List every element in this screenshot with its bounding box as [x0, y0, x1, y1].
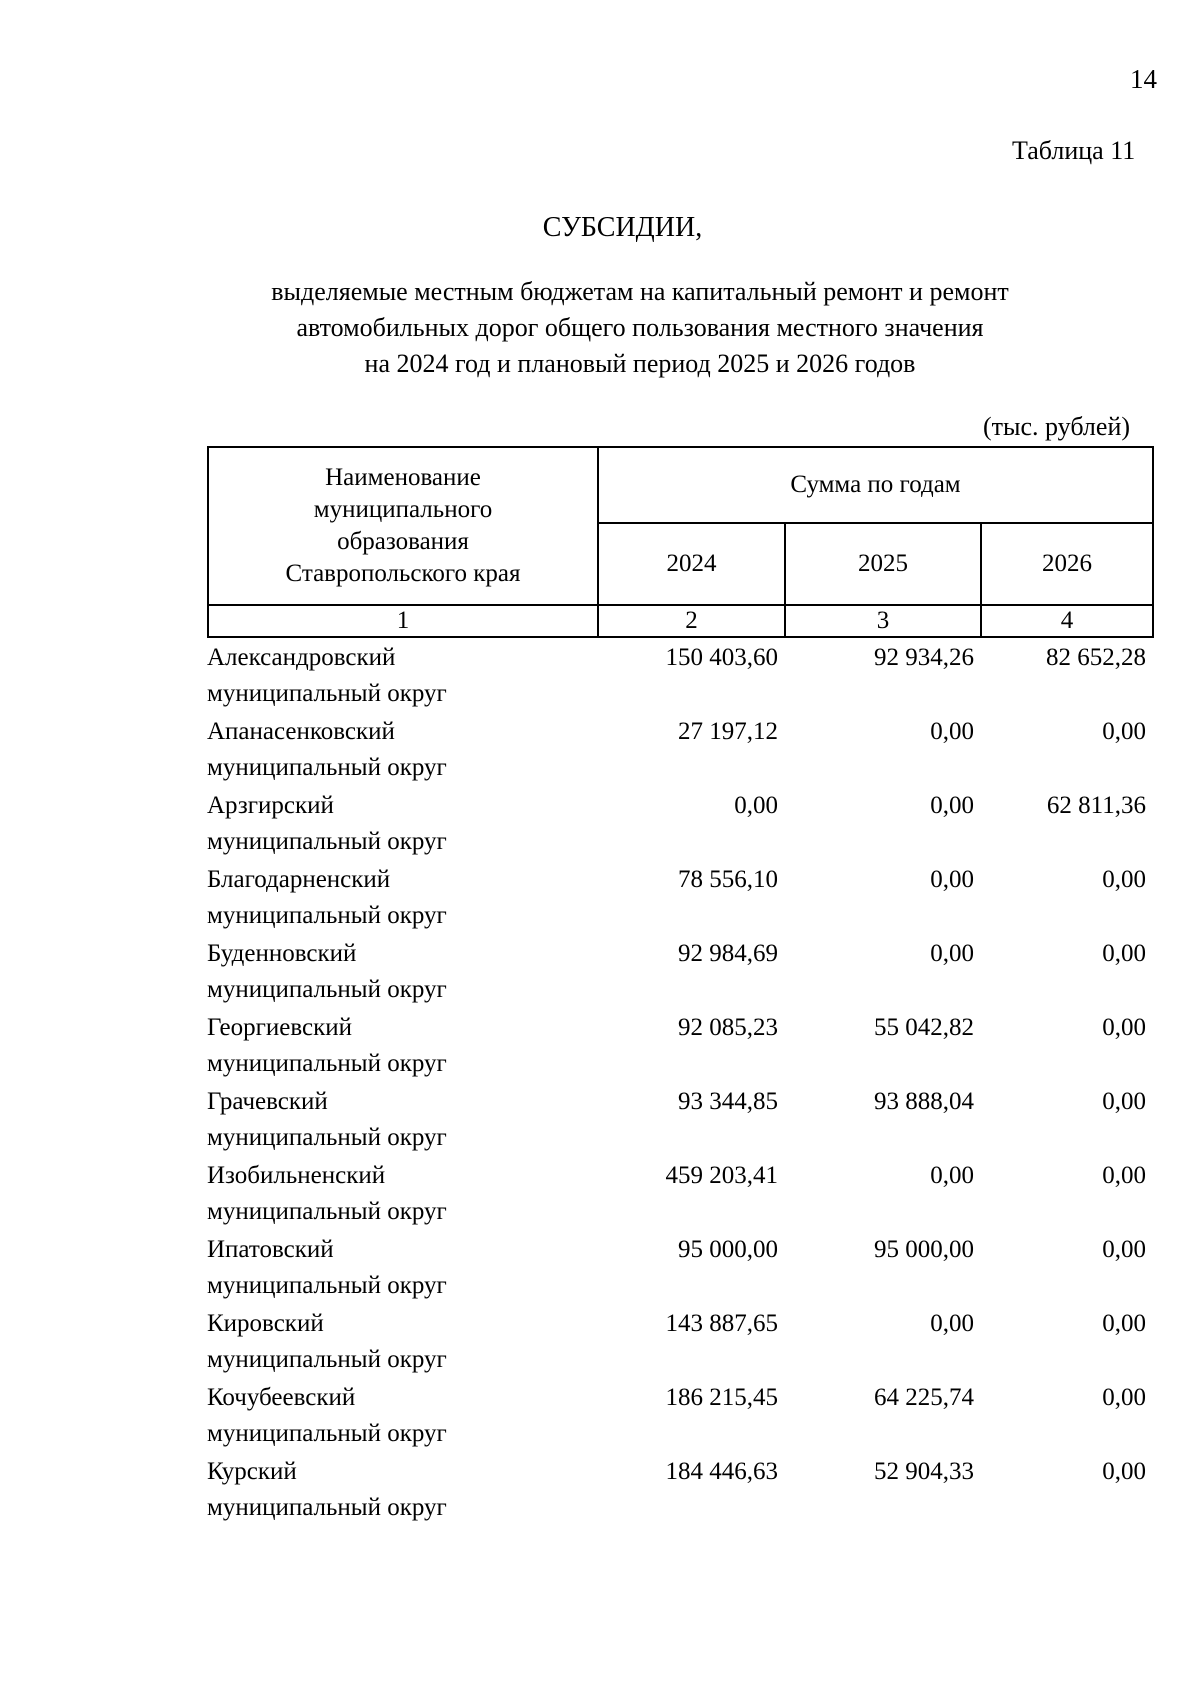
municipality-name — [207, 1232, 597, 1306]
municipality-name — [207, 714, 597, 788]
amount-2025: 55 042,82 — [874, 1014, 974, 1041]
amount-2026: 62 811,36 — [1046, 792, 1146, 819]
column-number: 3 — [785, 605, 981, 637]
amount-2026: 0,00 — [1102, 1014, 1146, 1041]
subtitle-line: автомобильных дорог общего пользования местного значения — [296, 313, 984, 342]
amount-2024: 0,00 — [734, 792, 778, 819]
amount-2025: 64 225,74 — [874, 1384, 974, 1411]
amount-2025: 93 888,04 — [874, 1088, 974, 1115]
column-number: 2 — [598, 605, 785, 637]
amount-2024: 92 085,23 — [678, 1014, 778, 1041]
amount-2026: 0,00 — [1102, 1384, 1146, 1411]
table-label: Таблица 11 — [1012, 136, 1136, 165]
header-year-2025: 2025 — [785, 523, 981, 605]
table-row — [207, 1084, 1152, 1158]
amount-2024: 92 984,69 — [678, 940, 778, 967]
amount-2025: 0,00 — [930, 940, 974, 967]
municipality-title: Изобильненский — [207, 1162, 386, 1189]
amount-2026: 0,00 — [1102, 718, 1146, 745]
amount-2024: 184 446,63 — [665, 1458, 778, 1485]
table-row — [207, 1380, 1152, 1454]
municipality-type: муниципальный округ — [207, 976, 447, 1003]
municipality-name — [207, 862, 597, 936]
amount-2024: 150 403,60 — [665, 644, 778, 671]
header-year-2026: 2026 — [981, 523, 1153, 605]
table-row — [207, 1306, 1152, 1380]
municipality-name — [207, 788, 597, 862]
units-label: (тыс. рублей) — [983, 412, 1131, 441]
amount-2025: 95 000,00 — [874, 1236, 974, 1263]
document-title: СУБСИДИИ, — [542, 212, 703, 243]
municipality-name — [207, 1010, 597, 1084]
page-number: 14 — [1130, 64, 1157, 94]
subtitle-line: выделяемые местным бюджетам на капитальный ремонт и ремонт — [271, 277, 1009, 306]
amount-2026: 0,00 — [1102, 1088, 1146, 1115]
header-name-column: Наименование муниципального образования Ставропольского края — [208, 447, 598, 605]
municipality-title: Александровский — [207, 644, 396, 671]
municipality-type: муниципальный округ — [207, 1494, 447, 1521]
municipality-title: Арзгирский — [207, 792, 334, 819]
column-number: 1 — [208, 605, 598, 637]
data-table — [207, 640, 1152, 1528]
amount-2026: 0,00 — [1102, 1236, 1146, 1263]
amount-2026: 0,00 — [1102, 866, 1146, 893]
amount-2025: 92 934,26 — [874, 644, 974, 671]
table-row — [207, 1232, 1152, 1306]
subtitle-line: на 2024 год и плановый период 2025 и 2026 годов — [364, 349, 916, 378]
municipality-title: Кировский — [207, 1310, 324, 1337]
municipality-title: Ипатовский — [207, 1236, 334, 1263]
municipality-name — [207, 640, 597, 714]
table-row — [207, 862, 1152, 936]
amount-2026: 0,00 — [1102, 1458, 1146, 1485]
municipality-title: Кочубеевский — [207, 1384, 356, 1411]
municipality-title: Грачевский — [207, 1088, 328, 1115]
municipality-type: муниципальный округ — [207, 1272, 447, 1299]
table-row — [207, 936, 1152, 1010]
column-number: 4 — [981, 605, 1153, 637]
table-header — [207, 446, 1154, 638]
amount-2025: 52 904,33 — [874, 1458, 974, 1485]
header-sum-by-years: Сумма по годам — [598, 447, 1153, 523]
table-row — [207, 788, 1152, 862]
municipality-type: муниципальный округ — [207, 1198, 447, 1225]
amount-2026: 82 652,28 — [1046, 644, 1146, 671]
amount-2025: 0,00 — [930, 1162, 974, 1189]
municipality-name — [207, 1084, 597, 1158]
table-row — [207, 1158, 1152, 1232]
amount-2024: 78 556,10 — [678, 866, 778, 893]
table-row — [207, 640, 1152, 714]
municipality-type: муниципальный округ — [207, 1420, 447, 1447]
municipality-type: муниципальный округ — [207, 680, 447, 707]
municipality-type: муниципальный округ — [207, 902, 447, 929]
municipality-name — [207, 1158, 597, 1232]
municipality-title: Апанасенковский — [207, 718, 395, 745]
municipality-name — [207, 1306, 597, 1380]
municipality-type: муниципальный округ — [207, 1124, 447, 1151]
municipality-type: муниципальный округ — [207, 1050, 447, 1077]
municipality-title: Благодарненский — [207, 866, 391, 893]
amount-2024: 186 215,45 — [665, 1384, 778, 1411]
municipality-title: Буденновский — [207, 940, 357, 967]
municipality-type: муниципальный округ — [207, 754, 447, 781]
table-row — [207, 714, 1152, 788]
municipality-type: муниципальный округ — [207, 1346, 447, 1373]
municipality-name — [207, 1380, 597, 1454]
amount-2025: 0,00 — [930, 718, 974, 745]
amount-2025: 0,00 — [930, 1310, 974, 1337]
amount-2024: 27 197,12 — [678, 718, 778, 745]
municipality-title: Георгиевский — [207, 1014, 353, 1041]
municipality-name — [207, 936, 597, 1010]
municipality-title: Курский — [207, 1458, 297, 1485]
amount-2024: 459 203,41 — [665, 1162, 778, 1189]
municipality-type: муниципальный округ — [207, 828, 447, 855]
amount-2024: 93 344,85 — [678, 1088, 778, 1115]
municipality-name — [207, 1454, 597, 1528]
amount-2024: 143 887,65 — [665, 1310, 778, 1337]
amount-2026: 0,00 — [1102, 1162, 1146, 1189]
amount-2026: 0,00 — [1102, 940, 1146, 967]
amount-2025: 0,00 — [930, 866, 974, 893]
amount-2025: 0,00 — [930, 792, 974, 819]
header-year-2024: 2024 — [598, 523, 785, 605]
document-subtitle — [0, 274, 1200, 382]
table-row — [207, 1010, 1152, 1084]
amount-2024: 95 000,00 — [678, 1236, 778, 1263]
table-row — [207, 1454, 1152, 1528]
amount-2026: 0,00 — [1102, 1310, 1146, 1337]
